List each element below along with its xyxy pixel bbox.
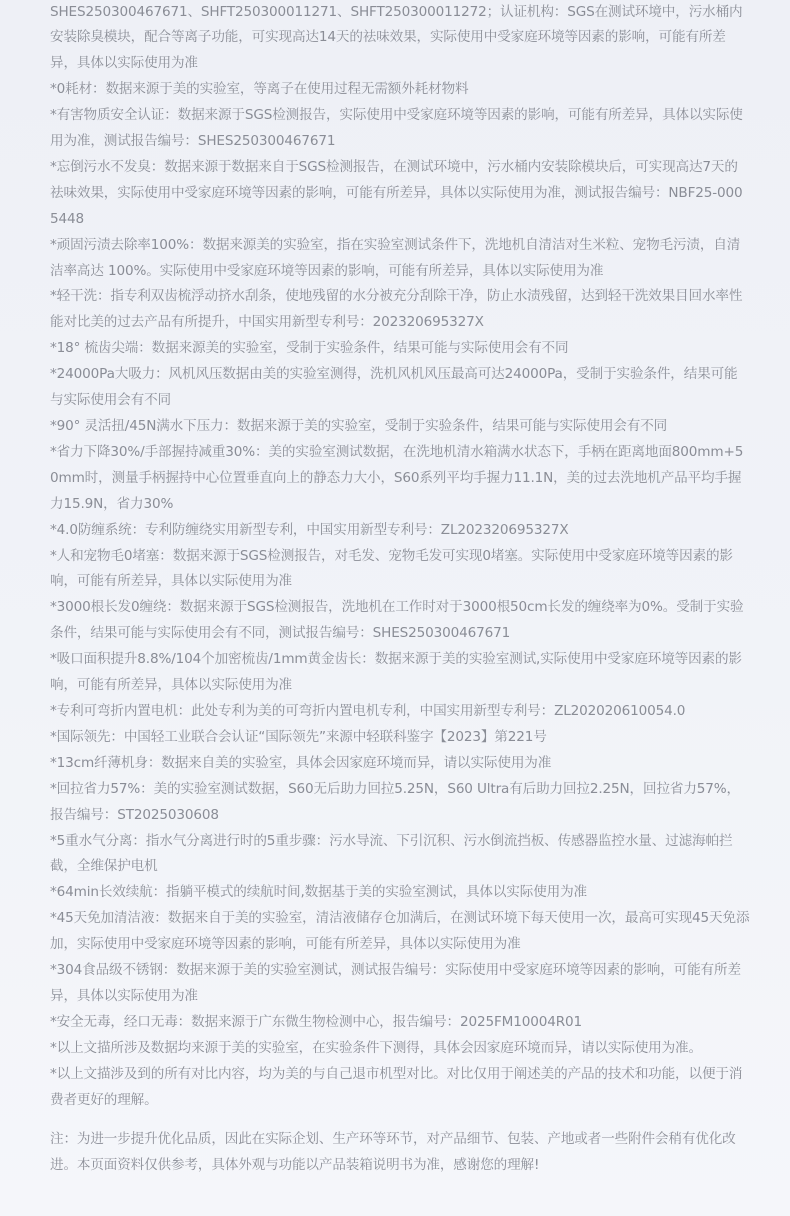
footnote-item: *国际领先：中国轻工业联合会认证“国际领先”来源中轻联科鉴字【2023】第221号 <box>50 728 547 745</box>
footer-disclaimer: 注：为进一步提升优化品质，因此在实际企划、生产环等环节，对产品细节、包装、产地或者一些附件会稍有优化改进。本页面资料仅供参考，具体外观与功能以产品装箱说明书为准，感谢您的理解! <box>50 1131 736 1174</box>
footnote-item: *24000Pa大吸力：风机风压数据由美的实验室测得，洗机风机风压最高可达24000Pa，受制于实验条件，结果可能与实际使用会有不同 <box>50 366 738 409</box>
footnote-item: *有害物质安全认证：数据来源于SGS检测报告，实际使用中受家庭环境等因素的影响，可能有所差异，具体以实际使用为准，测试报告编号：SHES250300467671 <box>50 107 743 150</box>
footnote-item: *人和宠物毛0堵塞：数据来源于SGS检测报告，对毛发、宠物毛发可实现0堵塞。实际使用中受家庭环境等因素的影响，可能有所差异，具体以实际使用为准 <box>50 547 733 590</box>
footnote-item: *64min长效续航：指躺平模式的续航时间,数据基于美的实验室测试，具体以实际使用为准 <box>50 884 587 901</box>
footnote-item: *以上文描涉及到的所有对比内容，均为美的与自己退市机型对比。对比仅用于阐述美的产品的技术和功能，以便于消费者更好的理解。 <box>50 1065 743 1108</box>
footnote-item: *顽固污渍去除率100%：数据来源美的实验室，指在实验室测试条件下，洗地机自清洁对生米粒、宠物毛污渍，自清洁率高达 100%。实际使用中受家庭环境等因素的影响，可能有所差异，具体以实际使用为准 <box>50 236 741 279</box>
footnote-item: *0耗材：数据来源于美的实验室，等离子在使用过程无需额外耗材物料 <box>50 81 469 98</box>
footnote-item: *4.0防缠系统：专利防缠绕实用新型专利，中国实用新型专利号：ZL202320695327X <box>50 521 569 538</box>
disclaimer-page <box>50 0 750 1216</box>
footnote-item: *忘倒污水不发臭：数据来源于数据来自于SGS检测报告，在测试环境中，污水桶内安装除模块后，可实现高达7天的祛味效果，实际使用中受家庭环境等因素的影响，可能有所差异，具体以实际使用为准，测试报告编号：NBF25-0005448 <box>50 158 743 227</box>
footnote-item: *以上文描所涉及数据均来源于美的实验室，在实验条件下测得，具体会因家庭环境而异，请以实际使用为准。 <box>50 1039 702 1056</box>
footnote-item: *轻干洗：指专利双齿梳浮动挤水刮条，使地残留的水分被充分刮除干净，防止水渍残留，达到轻干洗效果目回水率性能对比美的过去产品有所提升，中国实用新型专利号：202320695327X <box>50 288 743 331</box>
footnote-item: *5重水气分离：指水气分离进行时的5重步骤：污水导流、下引沉积、污水倒流挡板、传感器监控水量、过滤海帕拦截，全维保护电机 <box>50 832 733 875</box>
footnote-item: *省力下降30%/手部握持减重30%：美的实验室测试数据，在洗地机清水箱满水状态下，手柄在距离地面800mm+50mm时，测量手柄握持中心位置垂直向上的静态力大小，S60系列平均手握力11.1N，美的过去洗地机产品平均手握力15.9N，省力30% <box>50 443 744 512</box>
footnote-item: SHES250300467671、SHFT250300011271、SHFT250300011272；认证机构：SGS在测试环境中，污水桶内安装除臭模块，配合等离子功能，可实现高达14天的祛味效果，实际使用中受家庭环境等因素的影响，可能有所差异，具体以实际使用为准 <box>50 3 743 72</box>
footnote-item: *13cm纤薄机身：数据来自美的实验室，具体会因家庭环境而异，请以实际使用为准 <box>50 754 552 771</box>
footnote-item: *90° 灵活扭/45N满水下压力：数据来源于美的实验室，受制于实验条件，结果可能与实际使用会有不同 <box>50 418 668 434</box>
footnote-item: *304食品级不锈钢：数据来源于美的实验室测试，测试报告编号：实际使用中受家庭环境等因素的影响，可能有所差异，具体以实际使用为准 <box>50 962 741 1004</box>
footnote-item: *安全无毒，经口无毒：数据来源于广东微生物检测中心，报告编号：2025FM10004R01 <box>50 1013 582 1030</box>
footnotes-list <box>50 0 750 1113</box>
footnote-item: *45天免加清洁液：数据来自于美的实验室，清洁液储存仓加满后，在测试环境下每天使用一次，最高可实现45天免添加，实际使用中受家庭环境等因素的影响，可能有所差异，具体以实际使用为准 <box>50 910 750 953</box>
footnote-item: *回拉省力57%：美的实验室测试数据，S60无后助力回拉5.25N，S60 Ultra有后助力回拉2.25N，回拉省力57%，报告编号：ST2025030608 <box>50 780 740 823</box>
footnote-item: *吸口面积提升8.8%/104个加密梳齿/1mm黄金齿长：数据来源于美的实验室测试,实际使用中受家庭环境等因素的影响，可能有所差异，具体以实际使用为准 <box>50 651 742 694</box>
footnote-item: *3000根长发0缠绕：数据来源于SGS检测报告，洗地机在工作时对于3000根50cm长发的缠绕率为0%。受制于实验条件，结果可能与实际使用会有不同，测试报告编号：SHES250300467671 <box>50 599 744 642</box>
footnote-item: *专利可弯折内置电机：此处专利为美的可弯折内置电机专利，中国实用新型专利号：ZL202020610054.0 <box>50 702 686 719</box>
footnote-item: *18° 梳齿尖端：数据来源美的实验室，受制于实验条件，结果可能与实际使用会有不同 <box>50 340 569 357</box>
